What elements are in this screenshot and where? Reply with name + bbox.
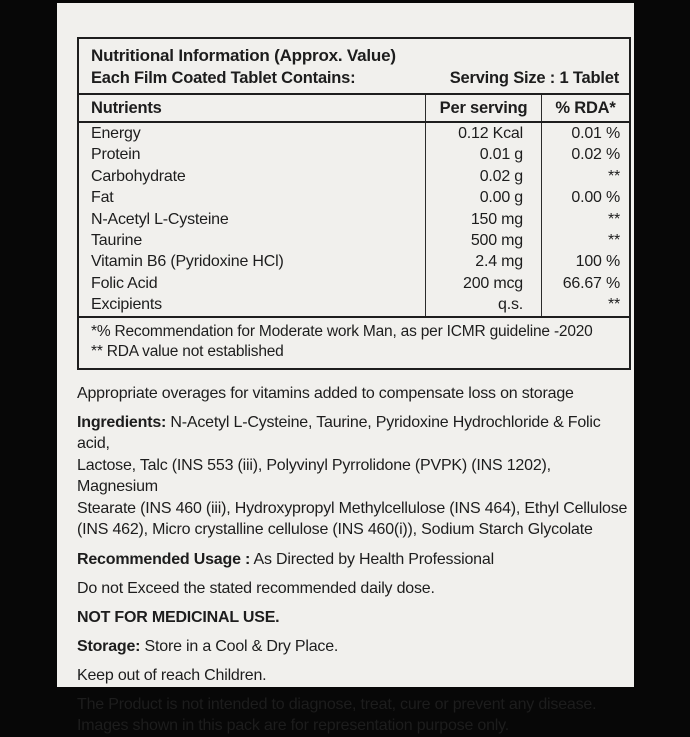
disclaimer-paragraph — [77, 694, 628, 737]
keep-out-of-reach: Keep out of reach Children. — [77, 666, 267, 684]
storage-note — [77, 636, 628, 657]
disclaimer-line-2: Images shown in this pack are for representation purpose only. — [77, 717, 509, 735]
table-row — [79, 294, 629, 315]
not-for-medicinal-use: NOT FOR MEDICINAL USE. — [77, 608, 280, 626]
overages-note: Appropriate overages for vitamins added to compensate loss on storage — [77, 384, 574, 402]
rda-value: ** — [541, 209, 629, 230]
daily-dose-warning: Do not Exceed the stated recommended daily dose. — [77, 579, 435, 597]
footnote-icmr: *% Recommendation for Moderate work Man, as per ICMR guideline -2020 — [91, 322, 593, 340]
table-row — [79, 144, 629, 165]
per-serving-value: 200 mcg — [425, 273, 541, 294]
nutrient-name: Taurine — [91, 232, 143, 250]
table-row — [79, 273, 629, 294]
rda-value: 100 % — [541, 251, 629, 272]
col-nutrients: Nutrients — [91, 99, 162, 117]
table-row — [79, 209, 629, 230]
col-per-serving: Per serving — [425, 95, 541, 121]
table-row — [79, 166, 629, 187]
column-header-row — [79, 95, 629, 123]
per-serving-value: 0.12 Kcal — [425, 123, 541, 144]
ingredients-line-4: (INS 462), Micro crystalline cellulose (INS 460(i)), Sodium Starch Glycolate — [77, 521, 593, 539]
recommended-usage-text: As Directed by Health Professional — [250, 550, 494, 568]
contains-label: Each Film Coated Tablet Contains: — [91, 69, 356, 87]
ingredients-line-1-text: N-Acetyl L-Cysteine, Taurine, Pyridoxine Hydrochloride & Folic acid, — [77, 413, 601, 453]
table-row — [79, 187, 629, 208]
table-title: Nutritional Information (Approx. Value) — [91, 46, 396, 65]
per-serving-value: 150 mg — [425, 209, 541, 230]
nutrient-name: Carbohydrate — [91, 167, 186, 185]
label-notes — [57, 370, 634, 737]
table-row — [79, 123, 629, 144]
per-serving-value: 500 mg — [425, 230, 541, 251]
disclaimer-line-1: The Product is not intended to diagnose, treat, cure or prevent any disease. — [77, 695, 597, 713]
rda-value: ** — [541, 166, 629, 187]
ingredients-line-2: Lactose, Talc (INS 553 (iii), Polyvinyl Pyrrolidone (PVPK) (INS 1202), Magnesium — [77, 456, 551, 496]
ingredients-label: Ingredients: — [77, 413, 167, 431]
recommended-usage — [77, 549, 628, 570]
storage-text: Store in a Cool & Dry Place. — [140, 637, 339, 655]
nutrient-name: Excipients — [91, 296, 162, 314]
rda-value: 0.02 % — [541, 144, 629, 165]
nutrient-name: Fat — [91, 189, 114, 207]
per-serving-value: 2.4 mg — [425, 251, 541, 272]
serving-row — [91, 67, 619, 90]
nutrient-name: Energy — [91, 125, 141, 142]
nutrient-name: Folic Acid — [91, 274, 158, 292]
ingredients-line-1 — [77, 412, 628, 455]
rda-value: 0.01 % — [541, 123, 629, 144]
nutrient-name: Vitamin B6 (Pyridoxine HCl) — [91, 253, 284, 271]
table-row — [79, 230, 629, 251]
rda-value: ** — [541, 294, 629, 315]
recommended-usage-label: Recommended Usage : — [77, 550, 251, 568]
per-serving-value: q.s. — [425, 294, 541, 315]
nutrient-name: N-Acetyl L-Cysteine — [91, 210, 229, 228]
nutrition-table — [77, 37, 631, 370]
table-row — [79, 251, 629, 272]
ingredients-line-3: Stearate (INS 460 (iii), Hydroxypropyl Methylcellulose (INS 464), Ethyl Cellulose — [77, 499, 628, 517]
per-serving-value: 0.00 g — [425, 187, 541, 208]
nutrient-name: Protein — [91, 146, 141, 164]
col-rda: % RDA* — [541, 95, 629, 121]
per-serving-value: 0.02 g — [425, 166, 541, 187]
per-serving-value: 0.01 g — [425, 144, 541, 165]
storage-label: Storage: — [77, 637, 141, 655]
table-body — [79, 123, 629, 318]
rda-value: 66.67 % — [541, 273, 629, 294]
footnote-rda: ** RDA value not established — [91, 342, 284, 360]
ingredients-paragraph — [77, 412, 628, 541]
table-footnotes — [79, 318, 629, 368]
table-header — [79, 39, 629, 95]
serving-size: Serving Size : 1 Tablet — [449, 69, 619, 87]
rda-value: ** — [541, 230, 629, 251]
rda-value: 0.00 % — [541, 187, 629, 208]
label-paper — [57, 3, 634, 735]
